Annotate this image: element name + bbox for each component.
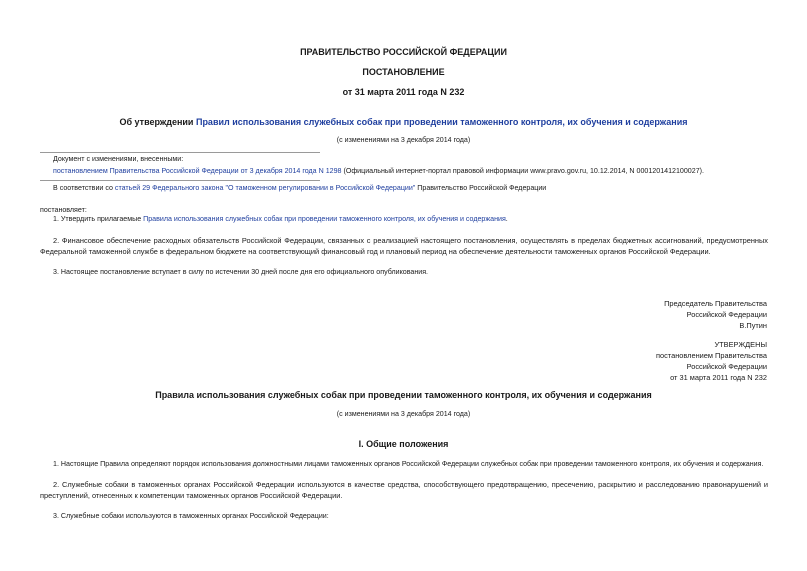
item-1-before: 1. Утвердить прилагаемые bbox=[53, 215, 144, 223]
approval-line-1: УТВЕРЖДЕНЫ bbox=[714, 340, 767, 349]
decides-word: постановляет: bbox=[40, 206, 87, 214]
customs-law-link[interactable]: статьей 29 Федерального закона "О таможенном регулировании в Российской Федерации" bbox=[114, 184, 416, 192]
signature-line-1: Председатель Правительства bbox=[664, 299, 767, 308]
rules-paragraph-3: 3. Служебные собаки используются в таможенных органах Российской Федерации: bbox=[53, 512, 329, 520]
rules-title: Правила использования служебных собак при проведении таможенного контроля, их обучения и содержания bbox=[155, 390, 652, 400]
divider-line bbox=[40, 152, 320, 153]
item-3: 3. Настоящее постановление вступает в силу по истечении 30 дней после дня его официального опубликования. bbox=[53, 268, 429, 276]
changes-source-line bbox=[53, 167, 704, 175]
item-1-rules-link[interactable]: Правила использования служебных собак при проведении таможенного контроля, их обучения и содержания bbox=[143, 215, 506, 223]
divider-line bbox=[40, 180, 320, 181]
title-prefix: Об утверждении bbox=[119, 117, 196, 127]
signature-line-2: Российской Федерации bbox=[686, 310, 767, 319]
approval-block bbox=[656, 339, 767, 383]
preamble-text bbox=[53, 184, 546, 192]
item-1-after: . bbox=[505, 215, 508, 223]
document-title bbox=[0, 117, 807, 127]
title-rules-link[interactable]: Правил использования служебных собак при проведении таможенного контроля, их обучения и содержания bbox=[195, 117, 688, 127]
changes-intro: Документ с изменениями, внесенными: bbox=[53, 155, 184, 163]
section-1-title: I. Общие положения bbox=[358, 439, 449, 449]
preamble-after: Правительство Российской Федерации bbox=[415, 184, 547, 192]
document-type-heading: ПОСТАНОВЛЕНИЕ bbox=[362, 67, 445, 77]
approval-line-4: от 31 марта 2011 года N 232 bbox=[670, 373, 767, 382]
signature-block bbox=[664, 298, 767, 331]
approval-line-3: Российской Федерации bbox=[686, 362, 767, 371]
amendment-decree-link[interactable]: постановлением Правительства Российской Федерации от 3 декабря 2014 года N 1298 bbox=[53, 167, 342, 175]
rules-paragraph-2: 2. Служебные собаки в таможенных органах Российской Федерации используются в качестве средства, способствующего предотвращению, пресечению, раскрытию и расследованию правонарушений и преступлений, отнесенных к компетенции таможенных органов Российской Федерации. bbox=[40, 480, 768, 500]
item-1 bbox=[53, 215, 508, 223]
document-date-number: от 31 марта 2011 года N 232 bbox=[342, 87, 465, 97]
government-heading: ПРАВИТЕЛЬСТВО РОССИЙСКОЙ ФЕДЕРАЦИИ bbox=[300, 47, 507, 57]
approval-line-2: постановлением Правительства bbox=[656, 351, 767, 360]
title-changes-note: (с изменениями на 3 декабря 2014 года) bbox=[336, 136, 471, 144]
rules-changes-note: (с изменениями на 3 декабря 2014 года) bbox=[336, 410, 471, 418]
amendment-source-text: (Официальный интернет-портал правовой информации www.pravo.gov.ru, 10.12.2014, N 0001201412100027). bbox=[341, 167, 704, 175]
rules-paragraph-1: 1. Настоящие Правила определяют порядок использования должностными лицами таможенных органов Российской Федерации служебных собак при проведении таможенного контроля, их обучения и содержания. bbox=[53, 460, 764, 468]
preamble-before: В соответствии со bbox=[53, 184, 115, 192]
item-2: 2. Финансовое обеспечение расходных обязательств Российской Федерации, связанных с реализацией настоящего постановления, осуществлять в пределах бюджетных ассигнований, предусмотренных Федеральной таможенной службе в федеральном бюджете на соответствующий финансовый год и плановый период на обеспечение деятельности таможенных органов Российской Федерации. bbox=[40, 236, 768, 256]
signature-line-3: В.Путин bbox=[739, 321, 767, 330]
